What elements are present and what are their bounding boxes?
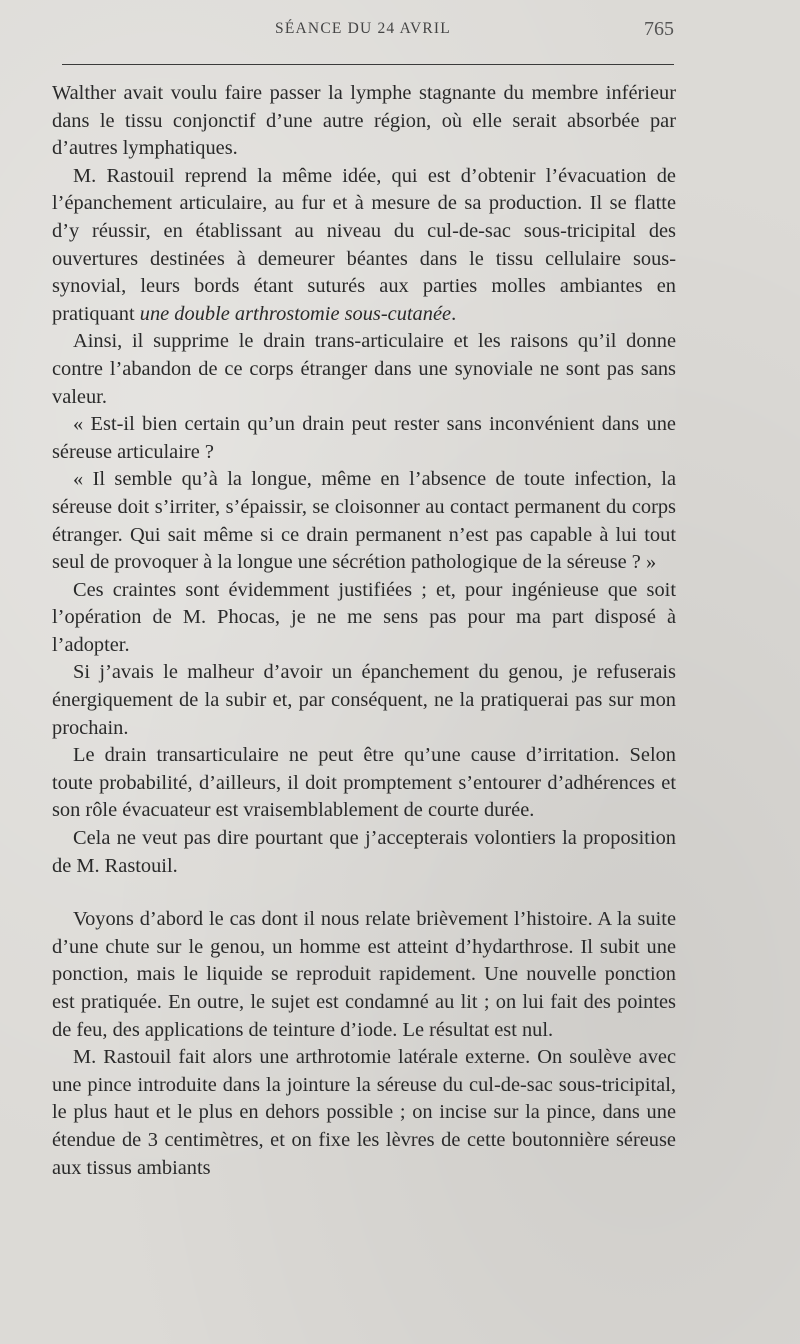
page-header bbox=[52, 18, 674, 48]
paragraph-text: Le drain transarticulaire ne peut être qu’une cause d’irritation. Selon toute probabilité, d’ailleurs, il doit promptement s’entourer d’adhérences et son rôle évacuateur est vraisemblablement de courte durée. bbox=[52, 744, 676, 822]
page-number: 765 bbox=[644, 18, 674, 40]
paragraph-text: « Est-il bien certain qu’un drain peut rester sans inconvénient dans une séreuse articulaire ? bbox=[52, 413, 676, 463]
paragraph-text: « Il semble qu’à la longue, même en l’absence de toute infection, la séreuse doit s’irriter, s’épaissir, se cloisonner au contact permanent du corps étranger. Qui sait même si ce drain permanent n’est pas capable à lui tout seul de provoquer à la longue une sécrétion pathologique de la séreuse ? » bbox=[52, 468, 676, 574]
paragraph-text: Ces craintes sont évidemment justifiées ; et, pour ingénieuse que soit l’opération de M. Phocas, je ne me sens pas pour ma part disposé à l’adopter. bbox=[52, 578, 676, 656]
body-text bbox=[52, 80, 676, 1182]
paragraph bbox=[52, 659, 676, 742]
paragraph-text: Si j’avais le malheur d’avoir un épanchement du genou, je refuserais énergiquement de la subir et, par conséquent, ne la pratiquerai pas sur mon prochain. bbox=[52, 661, 676, 739]
paragraph bbox=[52, 163, 676, 329]
paragraph-text: M. Rastouil fait alors une arthrotomie latérale externe. On soulève avec une pince introduite dans la jointure la séreuse du cul-de-sac sous-tricipital, le plus haut et le plus en dehors possible ; on incise sur la pince, dans une étendue de 3 centimètres, et on fixe les lèvres de cette boutonnière séreuse aux tissus ambiants bbox=[52, 1046, 676, 1179]
paragraph-text-end: . bbox=[451, 302, 457, 325]
paragraph-text: Voyons d’abord le cas dont il nous relate brièvement l’histoire. A la suite d’une chute sur le genou, un homme est atteint d’hydarthrose. Il subit une ponction, mais le liquide se reproduit rapidement. Une nouvelle ponction est pratiquée. En outre, le sujet est condamné au lit ; on lui fait des pointes de feu, des applications de teinture d’iode. Le résultat est nul. bbox=[52, 908, 676, 1041]
running-title: SÉANCE DU 24 AVRIL bbox=[275, 20, 451, 37]
paragraph bbox=[52, 80, 676, 163]
paragraph bbox=[52, 1044, 676, 1182]
paragraph bbox=[52, 742, 676, 825]
paragraph-text: Walther avait voulu faire passer la lymphe stagnante du membre inférieur dans le tissu conjonctif d’une autre région, où elle serait absorbée par d’autres lymphatiques. bbox=[52, 82, 676, 160]
paragraph bbox=[52, 825, 676, 880]
paragraph bbox=[52, 328, 676, 411]
italic-phrase: une double arthrostomie sous-cutanée bbox=[139, 302, 452, 325]
paragraph-text: M. Rastouil reprend la même idée, qui est d’obtenir l’évacuation de l’épanchement articulaire, au fur et à mesure de sa production. Il se flatte d’y réussir, en établissant au niveau du cul-de-sac sous-tricipital des ouvertures destinées à demeurer béantes dans le tissu cellulaire sous-synovial, leurs bords étant suturés aux parties molles ambiantes en pratiquant bbox=[52, 164, 676, 325]
paragraph bbox=[52, 466, 676, 576]
paragraph bbox=[52, 577, 676, 660]
paragraph-text: Ainsi, il supprime le drain trans-articulaire et les raisons qu’il donne contre l’abandon de ce corps étranger dans une synoviale ne sont pas sans valeur. bbox=[52, 330, 676, 408]
paragraph bbox=[52, 411, 676, 466]
header-rule bbox=[62, 64, 674, 65]
paragraph bbox=[52, 906, 676, 1044]
paragraph-text: Cela ne veut pas dire pourtant que j’accepterais volontiers la proposition de M. Rastouil. bbox=[52, 827, 676, 877]
